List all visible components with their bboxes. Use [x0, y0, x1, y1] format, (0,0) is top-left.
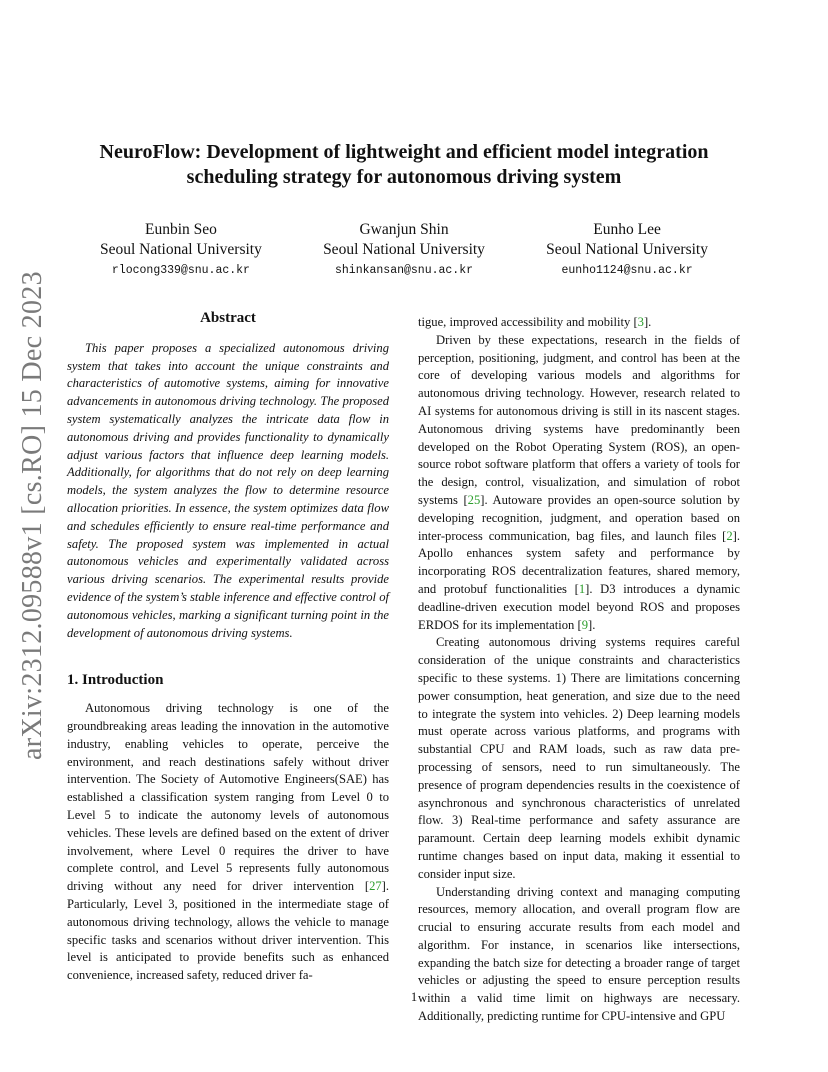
- text-run: tigue, improved accessibility and mobility [: [418, 315, 638, 329]
- author-name: Gwanjun Shin: [359, 221, 449, 238]
- title-line-2: scheduling strategy for autonomous driving system: [186, 166, 622, 188]
- text-run: Autonomous driving technology is one of the groundbreaking areas leading the innovation in the automotive industry, enabling vehicles to operate, perceive the environment, and reach destinations safely without driver intervention. The Society of Automotive Engineers(SAE) has established a classification system ranging from Level 0 to Level 5 to indicate the autonomy levels of autonomous vehicles. These levels are defined based on the extent of driver involvement, where Level 0 requires the driver to have complete control, and Level 5 represents fully autonomous driving without any need for driver intervention [: [67, 701, 389, 894]
- author-3: [546, 220, 708, 282]
- intro-paragraph-3: Creating autonomous driving systems requires careful consideration of the unique constraints and characteristics specific to these systems. 1) There are limitations concerning power consumption, heat generation, and size due to the need to integrate the system into vehicles. 2) Deep learning models must operate across various platforms, and programs with substantial CPU and RAM loads, such as raw data pre-processing of sensors, need to run simultaneously. The presence of program dependencies results in the coexistence of asynchronous and synchronous characteristics of unrelated flow. 3) Real-time performance and safety assurance are paramount. Certain deep learning models exhibit dynamic runtime changes based on input data, making it essential to consider input size.: [418, 635, 740, 881]
- page-number: 1: [410, 990, 418, 1004]
- author-email[interactable]: shinkansan@snu.ac.kr: [334, 264, 474, 277]
- left-column: [67, 310, 389, 985]
- text-run: ]. Particularly, Level 3, positioned in the intermediate stage of autonomous driving technology, allows the vehicle to manage specific tasks and scenarios without driver intervention. This level is anticipated to provide benefits such as enhanced convenience, increased safety, reduced driver fa-: [67, 879, 389, 983]
- title-line-1: NeuroFlow: Development of lightweight and efficient model integration: [99, 141, 709, 163]
- intro-paragraph-4: Understanding driving context and managing computing resources, memory allocation, and overall program flow are crucial to ensuring accurate results from each model and algorithm. For instance, in scenarios like intersections, expanding the batch size for detecting a broader range of target vehicles or adjusting the speed to ensure perception results within a valid time limit on highways are necessary. Additionally, predicting runtime for CPU-intensive and GPU: [418, 884, 740, 1024]
- citation-link[interactable]: 27: [369, 879, 382, 894]
- right-column: [418, 314, 740, 1026]
- author-affiliation: Seoul National University: [323, 241, 485, 258]
- author-name: Eunho Lee: [593, 221, 661, 238]
- citation-link[interactable]: 3: [637, 315, 644, 329]
- text-run: ]. Apollo enhances system safety and performance by incorporating ROS decentralization features, shared memory, and protobuf functionalities [: [418, 528, 740, 596]
- intro-paragraph-2: [418, 332, 740, 635]
- author-email[interactable]: eunho1124@snu.ac.kr: [561, 264, 693, 277]
- abstract-heading: Abstract: [200, 310, 256, 326]
- text-run: ]. D3 introduces a dynamic deadline-driven execution model beyond ROS and proposes ERDOS for its implementation [: [418, 581, 740, 632]
- intro-paragraph-1-continued: [418, 314, 740, 332]
- paper-title: [90, 140, 718, 190]
- text-run: Driven by these expectations, research in the fields of perception, positioning, judgment, and control has been at the core of developing various models and algorithms for autonomous driving technology. However, research related to AI systems for autonomous driving is still in its nascent stages. Autonomous driving systems have predominantly been developed on the Robot Operating System (ROS), an open-source robot software platform that offers a variety of tools for the design, control, visualization, and simulation of robot systems [: [418, 332, 740, 507]
- author-affiliation: Seoul National University: [100, 241, 262, 258]
- intro-paragraph-1: [67, 700, 389, 985]
- arxiv-identifier: arXiv:2312.09588v1 [cs.RO] 15 Dec 2023: [17, 271, 48, 760]
- author-2: [323, 220, 485, 282]
- author-name: Eunbin Seo: [144, 221, 217, 238]
- citation-link[interactable]: 25: [467, 492, 481, 507]
- citation-link[interactable]: 2: [726, 528, 733, 543]
- introduction-heading: 1. Introduction: [67, 672, 164, 689]
- text-run: ].: [643, 315, 652, 329]
- text-run: ].: [588, 617, 596, 632]
- author-email[interactable]: rlocong339@snu.ac.kr: [111, 264, 250, 277]
- author-block: [100, 220, 708, 282]
- citation-link[interactable]: 9: [581, 617, 588, 632]
- author-1: [100, 220, 262, 282]
- text-run: ]. Autoware provides an open-source solution by developing recognition, judgment, and operation based on inter-process communication, bag files, and launch files [: [418, 492, 740, 543]
- abstract-text: This paper proposes a specialized autonomous driving system that takes into account the unique constraints and characteristics of automotive systems, aiming for innovative advancements in autonomous driving technology. The proposed system systematically analyzes the intricate data flow in autonomous driving and provides functionality to dynamically adjust various factors that influence deep learning models. Additionally, for algorithms that do not rely on deep learning models, the system analyzes the flow to determine resource allocation priorities. In essence, the system optimizes data flow and schedules efficiently to ensure real-time performance and safety. The proposed system was implemented in actual autonomous vehicles and experimentally validated across various driving scenarios. The experimental results provide evidence of the system’s stable inference and effective control of autonomous vehicles, marking a significant turning point in the development of autonomous driving systems.: [67, 340, 389, 640]
- citation-link[interactable]: 1: [578, 581, 586, 596]
- author-affiliation: Seoul National University: [546, 241, 708, 258]
